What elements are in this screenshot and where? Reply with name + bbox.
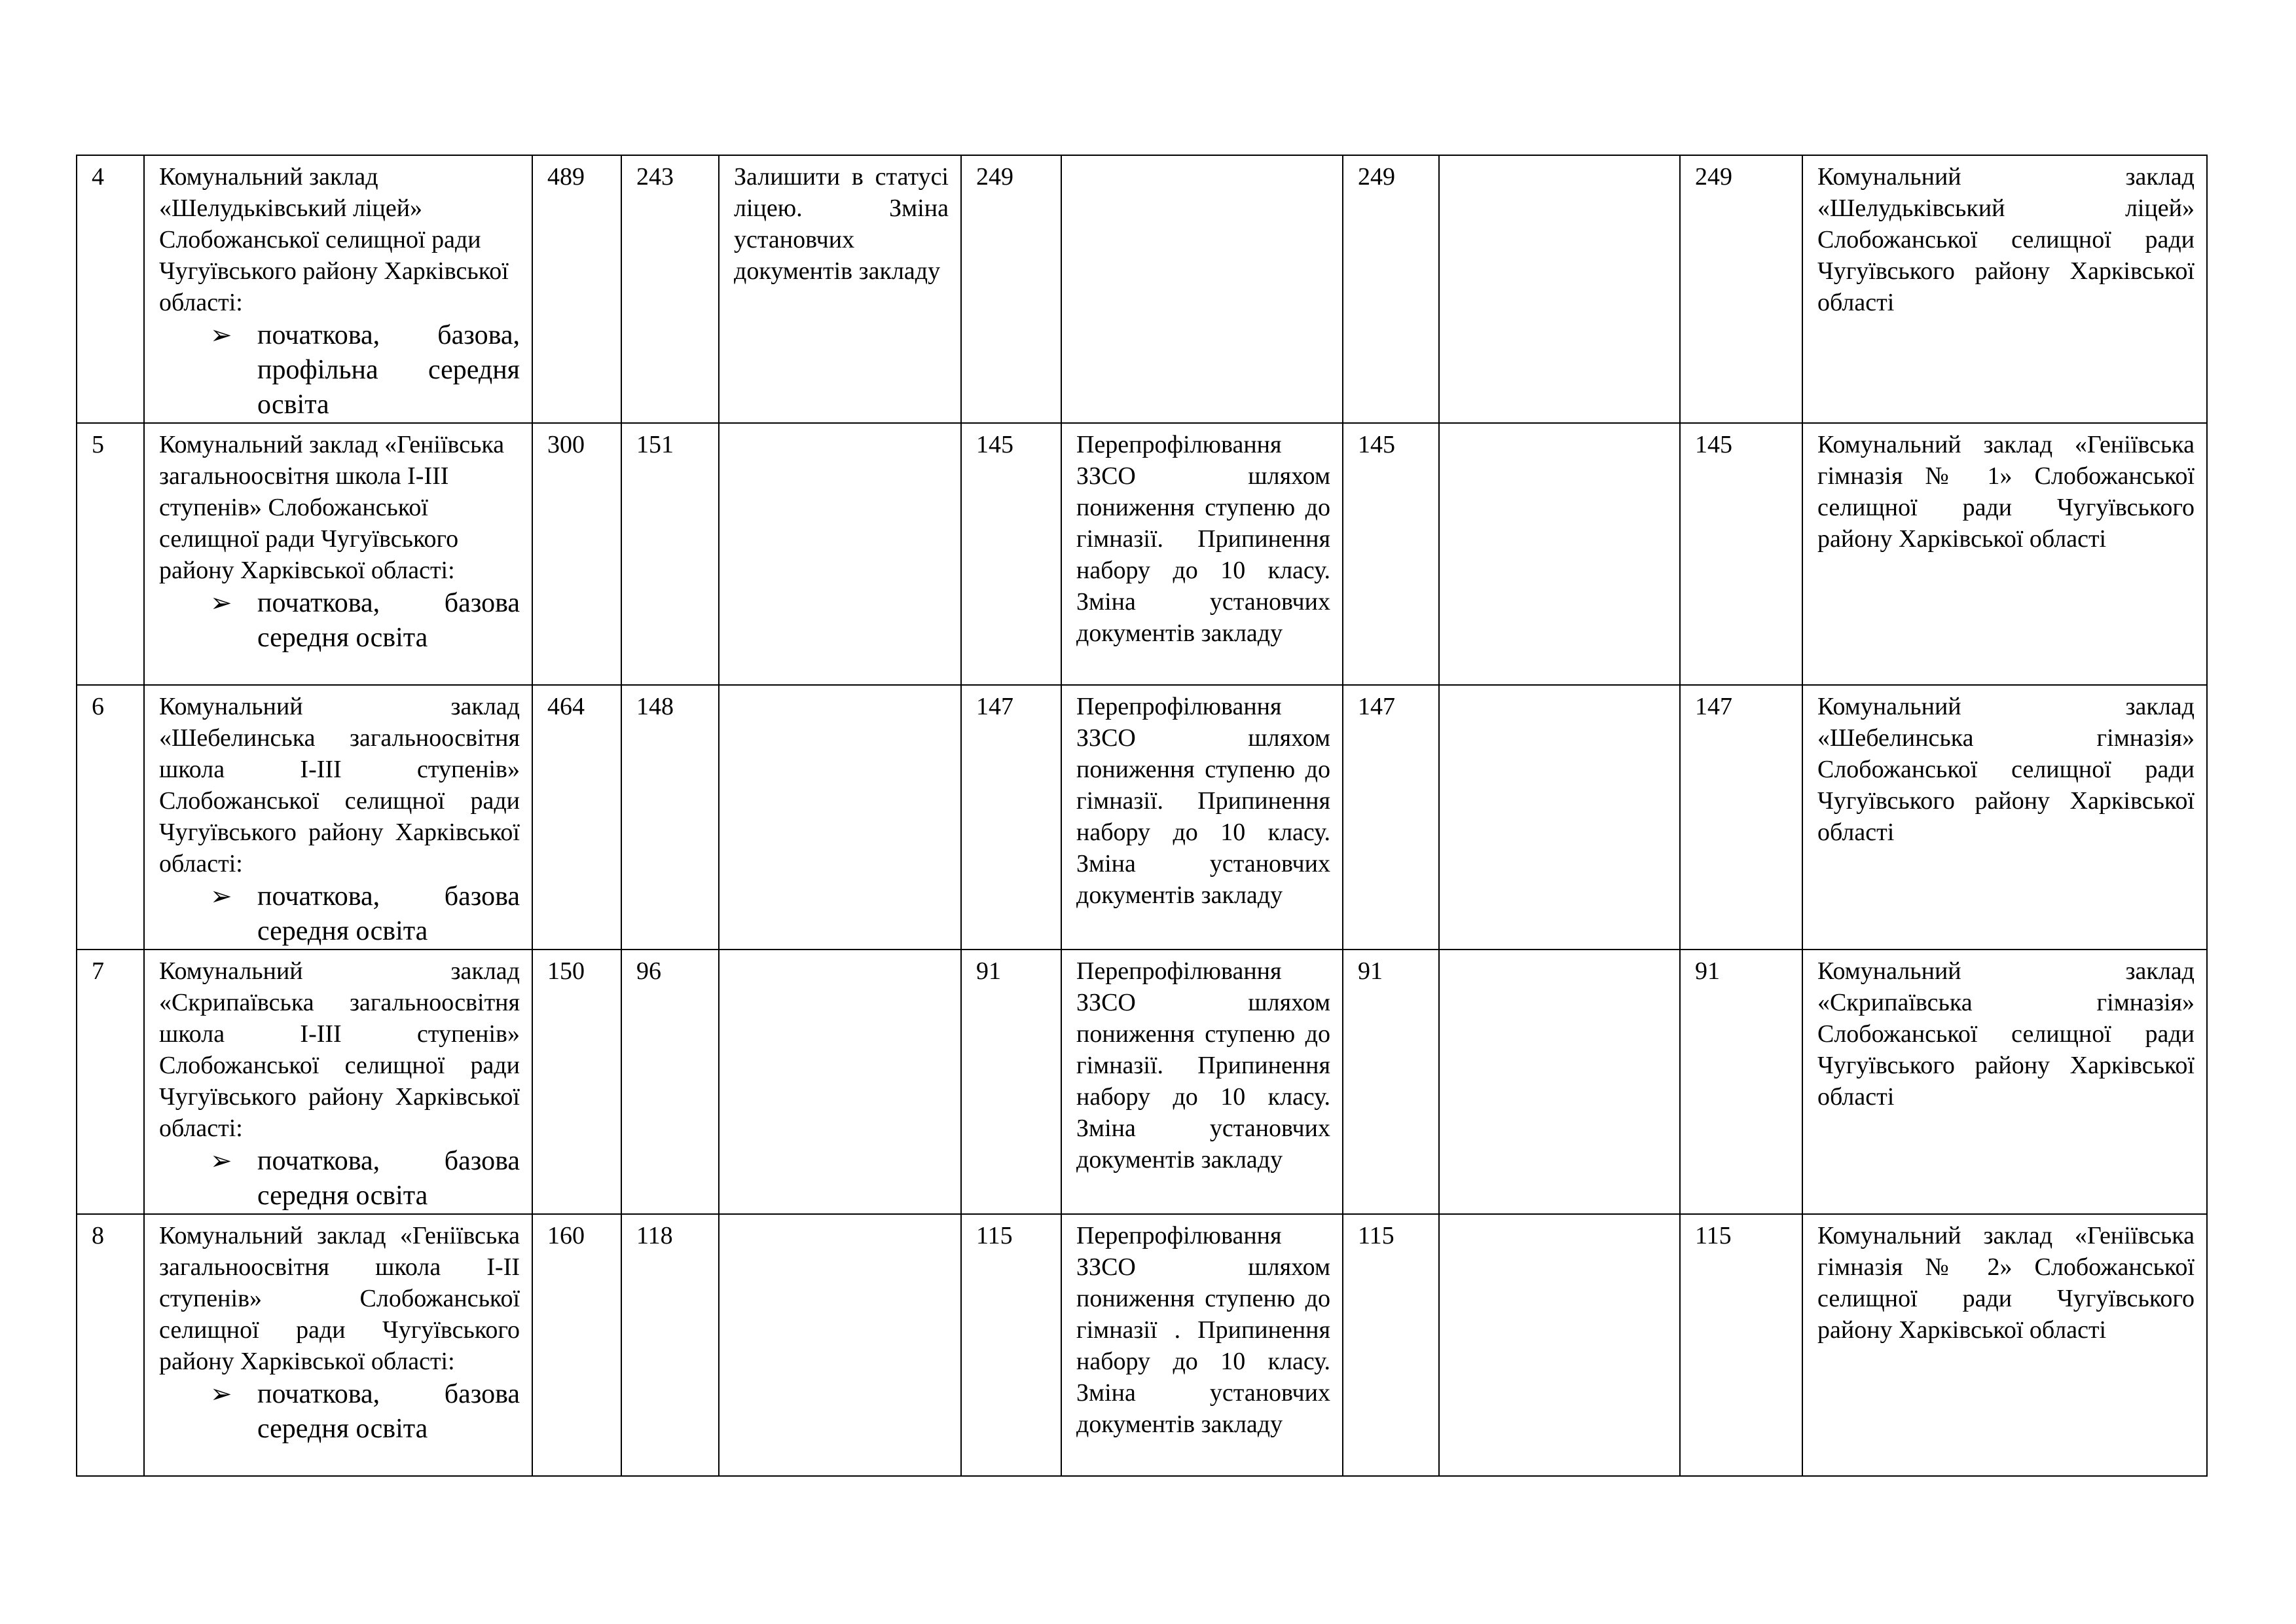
cell-capacity: 489 [532, 155, 621, 423]
education-levels-list [159, 879, 520, 949]
table-row [77, 423, 2207, 685]
cell-count-a: 115 [961, 1214, 1061, 1476]
cell-reprofiling: Перепрофілювання ЗЗСО шляхом пониження ступеню до гімназії. Припинення набору до 10 класу. Зміна установчих документів закладу [1061, 423, 1343, 685]
institution-name: Комунальний заклад «Геніївська загальноосвітня школа І-ІІ ступенів» Слобожанської селищної ради Чугуївського району Харківської області: ➢ початкова, базова середня освіта [144, 1214, 532, 1476]
cell-new-name: Комунальний заклад «Геніївська гімназія № 1» Слобожанської селищної ради Чугуївського району Харківської області [1802, 423, 2207, 685]
row-number: 5 [77, 423, 144, 685]
cell-new-name: Комунальний заклад «Шелудьківський ліцей» Слобожанської селищної ради Чугуївського району Харківської області [1802, 155, 2207, 423]
arrow-bullet-icon: ➢ [210, 1146, 232, 1176]
table-row [77, 155, 2207, 423]
cell-count-c: 115 [1680, 1214, 1802, 1476]
cell-capacity: 300 [532, 423, 621, 685]
cell-count-b: 145 [1343, 423, 1439, 685]
cell-reprofiling: Перепрофілювання ЗЗСО шляхом пониження ступеню до гімназії . Припинення набору до 10 класу. Зміна установчих документів закладу [1061, 1214, 1343, 1476]
cell-count-a: 145 [961, 423, 1061, 685]
cell-count-c: 91 [1680, 950, 1802, 1214]
list-item: ➢ початкова, базова середня освіта [159, 879, 520, 949]
cell-count-a: 147 [961, 685, 1061, 950]
cell-count-a: 249 [961, 155, 1061, 423]
cell-reprofiling [1061, 155, 1343, 423]
cell-students: 148 [621, 685, 719, 950]
cell-decision [719, 1214, 961, 1476]
education-levels-list [159, 318, 520, 422]
cell-count-c: 147 [1680, 685, 1802, 950]
table-row [77, 685, 2207, 950]
cell-decision [719, 950, 961, 1214]
institution-name: Комунальний заклад «Геніївська загальноосвітня школа І-ІІІ ступенів» Слобожанської селищної ради Чугуївського району Харківської області: ➢ початкова, базова середня освіта [144, 423, 532, 685]
cell-students: 151 [621, 423, 719, 685]
cell-students: 96 [621, 950, 719, 1214]
cell-count-c: 145 [1680, 423, 1802, 685]
cell-empty [1439, 155, 1680, 423]
arrow-bullet-icon: ➢ [210, 881, 232, 912]
institution-name: Комунальний заклад «Скрипаївська загальноосвітня школа І-ІІІ ступенів» Слобожанської селищної ради Чугуївського району Харківської області: ➢ початкова, базова середня освіта [144, 950, 532, 1214]
cell-new-name: Комунальний заклад «Шебелинська гімназія» Слобожанської селищної ради Чугуївського району Харківської області [1802, 685, 2207, 950]
table-row [77, 1214, 2207, 1476]
cell-students: 243 [621, 155, 719, 423]
cell-count-b: 249 [1343, 155, 1439, 423]
education-levels-list [159, 586, 520, 655]
cell-empty [1439, 685, 1680, 950]
cell-capacity: 160 [532, 1214, 621, 1476]
education-levels-list [159, 1144, 520, 1213]
cell-new-name: Комунальний заклад «Геніївська гімназія № 2» Слобожанської селищної ради Чугуївського району Харківської області [1802, 1214, 2207, 1476]
arrow-bullet-icon: ➢ [210, 1379, 232, 1409]
cell-reprofiling: Перепрофілювання ЗЗСО шляхом пониження ступеню до гімназії. Припинення набору до 10 класу. Зміна установчих документів закладу [1061, 950, 1343, 1214]
cell-decision [719, 685, 961, 950]
row-number: 6 [77, 685, 144, 950]
arrow-bullet-icon: ➢ [210, 588, 232, 618]
cell-reprofiling: Перепрофілювання ЗЗСО шляхом пониження ступеню до гімназії. Припинення набору до 10 класу. Зміна установчих документів закладу [1061, 685, 1343, 950]
cell-capacity: 464 [532, 685, 621, 950]
cell-count-b: 147 [1343, 685, 1439, 950]
cell-capacity: 150 [532, 950, 621, 1214]
list-item: ➢ початкова, базова середня освіта [159, 1144, 520, 1213]
arrow-bullet-icon: ➢ [210, 320, 232, 350]
cell-count-c: 249 [1680, 155, 1802, 423]
institution-name: Комунальний заклад «Шелудьківський ліцей» Слобожанської селищної ради Чугуївського району Харківської області: ➢ початкова, базова, профільна середня освіта [144, 155, 532, 423]
cell-decision: Залишити в статусі ліцею. Зміна установчих документів закладу [719, 155, 961, 423]
list-item: ➢ початкова, базова, профільна середня освіта [159, 318, 520, 422]
cell-count-b: 91 [1343, 950, 1439, 1214]
row-number: 7 [77, 950, 144, 1214]
cell-decision [719, 423, 961, 685]
cell-empty [1439, 950, 1680, 1214]
row-number: 8 [77, 1214, 144, 1476]
cell-students: 118 [621, 1214, 719, 1476]
list-item: ➢ початкова, базова середня освіта [159, 586, 520, 655]
cell-count-b: 115 [1343, 1214, 1439, 1476]
cell-count-a: 91 [961, 950, 1061, 1214]
education-levels-list [159, 1377, 520, 1447]
cell-new-name: Комунальний заклад «Скрипаївська гімназія» Слобожанської селищної ради Чугуївського району Харківської області [1802, 950, 2207, 1214]
cell-empty [1439, 1214, 1680, 1476]
list-item: ➢ початкова, базова середня освіта [159, 1377, 520, 1447]
cell-empty [1439, 423, 1680, 685]
schools-table [76, 155, 2208, 1477]
row-number: 4 [77, 155, 144, 423]
institution-name: Комунальний заклад «Шебелинська загальноосвітня школа І-ІІІ ступенів» Слобожанської селищної ради Чугуївського району Харківської області: ➢ початкова, базова середня освіта [144, 685, 532, 950]
table-row [77, 950, 2207, 1214]
